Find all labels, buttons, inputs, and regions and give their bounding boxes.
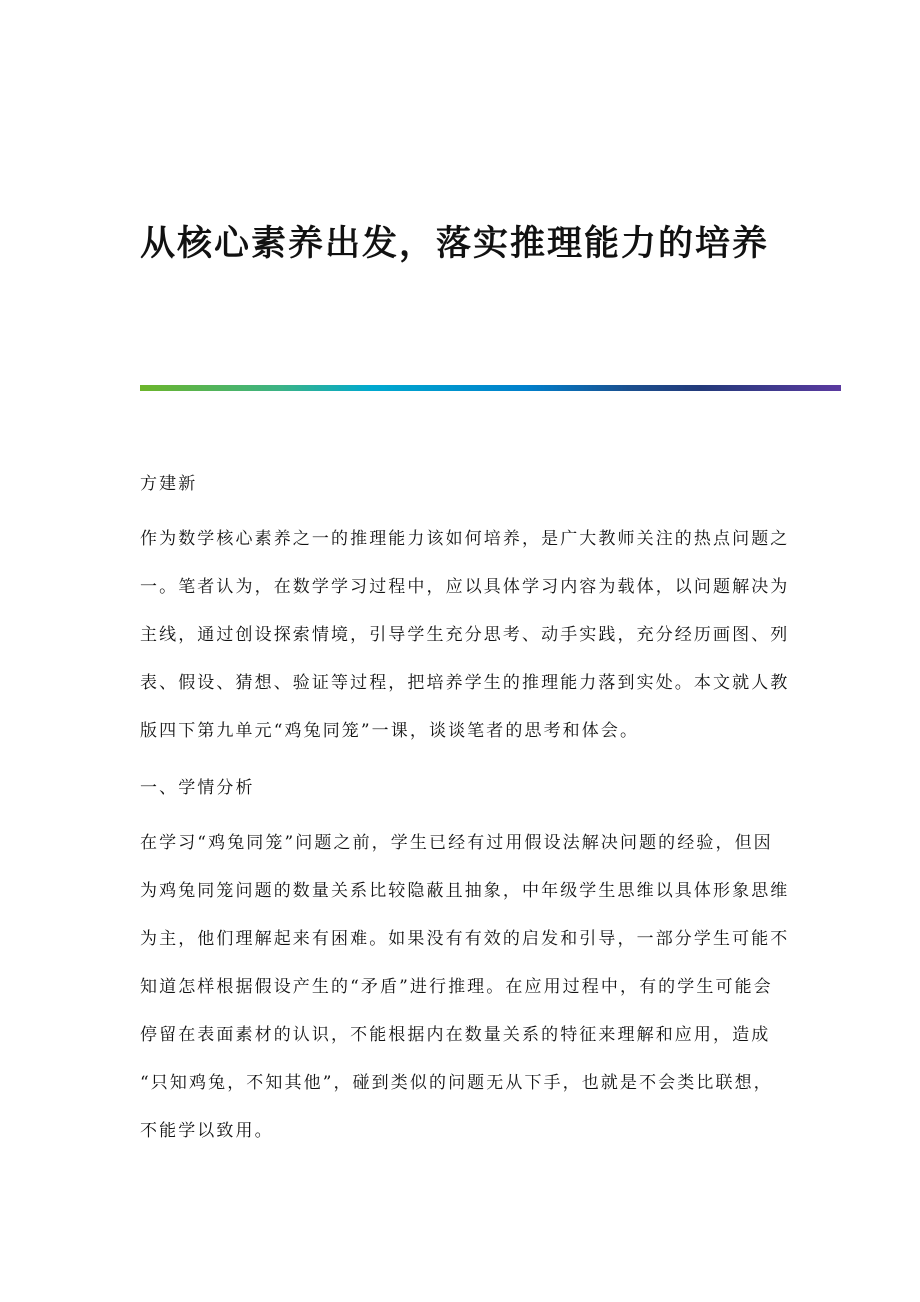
text-line: 作为数学核心素养之一的推理能力该如何培养，是广大教师关注的热点问题之 [140, 529, 790, 549]
section-heading: 一、学情分析 [140, 778, 255, 798]
text-line: 为主，他们理解起来有困难。如果没有有效的启发和引导，一部分学生可能不 [140, 929, 790, 949]
text-line: “只知鸡兔，不知其他”，碰到类似的问题无从下手，也就是不会类比联想， [140, 1073, 773, 1093]
text-line: 不能学以致用。 [140, 1121, 274, 1141]
document-title: 从核心素养出发，落实推理能力的培养 [140, 224, 770, 264]
text-line: 表、假设、猜想、验证等过程，把培养学生的推理能力落到实处。本文就人教 [140, 673, 790, 693]
text-line: 一。笔者认为，在数学学习过程中，应以具体学习内容为载体，以问题解决为 [140, 577, 790, 597]
text-line: 停留在表面素材的认识，不能根据内在数量关系的特征来理解和应用，造成 [140, 1025, 771, 1045]
text-line: 主线，通过创设探索情境，引导学生充分思考、动手实践，充分经历画图、列 [140, 625, 790, 645]
title-divider-bar [140, 385, 841, 391]
text-line: 知道怎样根据假设产生的“矛盾”进行推理。在应用过程中，有的学生可能会 [140, 977, 773, 997]
text-line: 在学习“鸡兔同笼”问题之前，学生已经有过用假设法解决问题的经验，但因 [140, 833, 773, 853]
text-line: 版四下第九单元“鸡兔同笼”一课，谈谈笔者的思考和体会。 [140, 721, 640, 741]
text-line: 为鸡兔同笼问题的数量关系比较隐蔽且抽象，中年级学生思维以具体形象思维 [140, 881, 790, 901]
author: 方建新 [140, 474, 198, 494]
